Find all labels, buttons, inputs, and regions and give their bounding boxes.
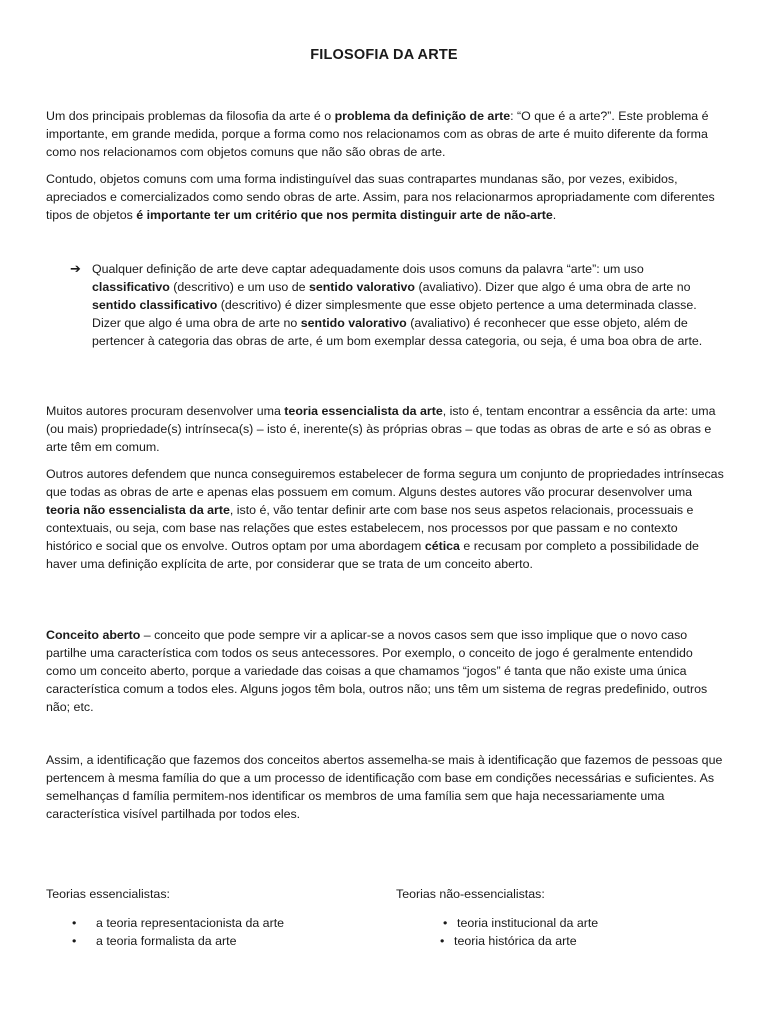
list-item	[72, 932, 376, 950]
bold-term: sentido valorativo	[300, 316, 407, 330]
bold-term: sentido classificativo	[92, 298, 218, 312]
text-span: (descritivo) é dizer simplesmente que esse objeto pertence a uma determinada classe. Dizer que algo é uma obra de arte no	[92, 298, 697, 330]
essentialist-heading: Teorias essencialistas:	[46, 887, 170, 901]
text-span: Assim, a identificação que fazemos dos conceitos abertos assemelha-se mais à identificação que fazemos de pessoas que pertencem à mesma família do que a um processo de identificação com base em condições necessárias e suficientes. As semelhanças d família permitem-nos identificar os membros de uma família sem que haja necessariamente uma característica visível partilhada por todos eles.	[46, 753, 723, 821]
bullet-text	[92, 260, 720, 350]
bullet-icon: •	[72, 934, 77, 948]
paragraph-common-objects	[46, 170, 726, 224]
paragraph-non-essentialist-theory	[46, 465, 726, 573]
text-span: – conceito que pode sempre vir a aplicar-se a novos casos sem que isso implique que o novo caso partilhe uma característica com todos os seus antecessores. Por exemplo, o conceito de jogo é geralmente entendido como um conceito aberto, porque a variedade das coisas a que chamamos “jogos” é tanta que não existe uma única característica comum a todos eles. Alguns jogos têm bola, outros não; uns têm um sistema de regras predefinido, outros não; etc.	[46, 628, 708, 714]
bold-term: teoria não essencialista da arte	[46, 503, 230, 517]
bold-term: é importante ter um critério que nos permita distinguir arte de não-arte	[136, 208, 553, 222]
list-item-text: a teoria formalista da arte	[96, 934, 237, 948]
bold-term: problema da definição de arte	[334, 109, 511, 123]
paragraph-family-resemblance	[46, 751, 726, 823]
bold-term: classificativo	[92, 280, 170, 294]
bold-term: cética	[424, 539, 460, 553]
non-essentialist-heading: Teorias não-essencialistas:	[396, 887, 545, 901]
paragraph-essentialist-theory	[46, 402, 726, 456]
text-span: , isto é, tentam encontrar a essência da arte: uma (ou mais) propriedade(s) intrínseca(s) – isto é, inerente(s) às próprias obras – que todas as obras de arte e só as obras e arte têm em comum.	[46, 404, 716, 454]
page-title: FILOSOFIA DA ARTE	[310, 47, 458, 63]
list-item-text: teoria institucional da arte	[457, 916, 599, 930]
text-span: e recusam por completo a possibilidade de haver uma definição explícita de arte, por considerar que se trata de um conceito aberto.	[46, 539, 699, 571]
text-span: .	[552, 208, 557, 222]
text-span: Outros autores defendem que nunca conseguiremos estabelecer de forma segura um conjunto de propriedades intrínsecas que todas as obras de arte e apenas elas possuem em comum. Alguns destes autores vão procurar desenvolver uma	[46, 467, 724, 499]
text-span: Qualquer definição de arte deve captar adequadamente dois usos comuns da palavra “arte”: um uso	[92, 262, 644, 276]
text-span: Muitos autores procuram desenvolver uma	[46, 404, 285, 418]
list-item	[440, 932, 726, 950]
bold-term: teoria essencialista da arte	[284, 404, 443, 418]
text-span: (avaliativo) é reconhecer que esse objeto, além de pertencer à categoria das obras de arte, é um bom exemplar dessa categoria, ou seja, é uma boa obra de arte.	[92, 316, 703, 348]
non-essentialist-list	[396, 914, 726, 950]
list-item	[443, 914, 726, 932]
text-span: , isto é, vão tentar definir arte com base nos seus aspetos relacionais, processuais e contextuais, ou seja, com base nas relações que estes estabelecem, nos processos por que passam e no contexto histórico e social que os envolve. Outros optam por uma abordagem	[46, 503, 694, 553]
arrow-right-icon: ➔	[70, 261, 81, 276]
bullet-icon: •	[72, 916, 77, 930]
text-span: (avaliativo). Dizer que algo é uma obra de arte no	[415, 280, 691, 294]
paragraph-definition-problem	[46, 107, 726, 161]
text-span: Um dos principais problemas da filosofia da arte é o	[46, 109, 335, 123]
paragraph-open-concept	[46, 626, 726, 716]
list-item	[72, 914, 376, 932]
text-span: : “O que é a arte?”. Este problema é importante, em grande medida, porque a forma como nos relacionamos com as obras de arte é muito diferente da forma como nos relacionamos com objetos comuns que não são obras de arte.	[46, 109, 709, 159]
bullet-icon: •	[443, 916, 448, 930]
essentialist-list	[46, 914, 376, 950]
text-span: Contudo, objetos comuns com uma forma indistinguível das suas contrapartes mundanas são, por vezes, exibidos, apreciados e comercializados como sendo obras de arte. Assim, para nos relacionarmos apropriadamente com diferentes tipos de objetos	[46, 172, 715, 222]
non-essentialist-theories-column	[396, 885, 726, 950]
essentialist-theories-column	[46, 885, 376, 950]
arrow-bullet-definition-uses	[70, 260, 720, 350]
list-item-text: a teoria representacionista da arte	[96, 916, 285, 930]
bold-term: sentido valorativo	[308, 280, 415, 294]
text-span: (descritivo) e um uso de	[169, 280, 309, 294]
bold-term: Conceito aberto	[46, 628, 141, 642]
list-item-text: teoria histórica da arte	[454, 934, 577, 948]
bullet-icon: •	[440, 934, 445, 948]
